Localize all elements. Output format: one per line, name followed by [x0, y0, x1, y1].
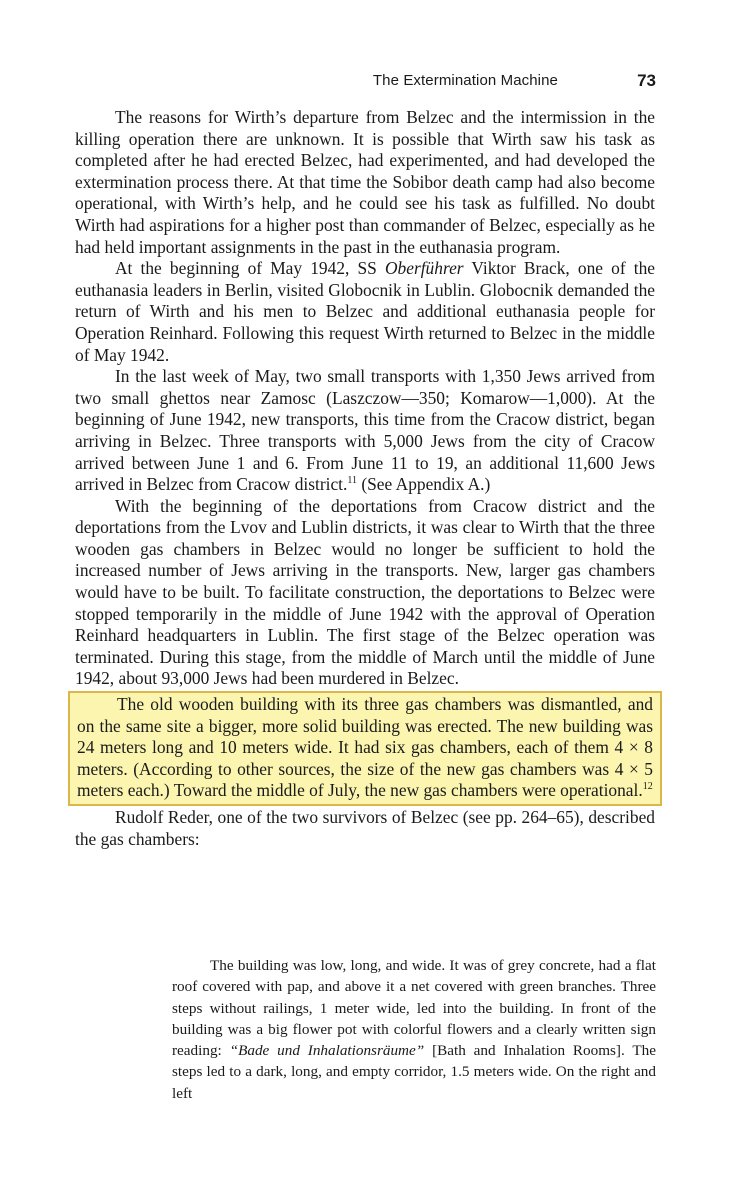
running-head — [330, 72, 656, 96]
footnote-marker: 11 — [347, 475, 357, 487]
italic-rank: Oberführer — [384, 258, 464, 279]
italic-sign-text: “Bade und Inhalationsräume” — [229, 1042, 425, 1060]
footnote-marker: 12 — [642, 781, 653, 793]
quote-text: [Bath and Inhalation Rooms]. The steps led to a dark, long, and empty corridor, 1.5 meters wide. On the right and left — [172, 1042, 656, 1102]
paragraph-wirth-departure — [75, 107, 655, 258]
page-number: 73 — [637, 71, 656, 90]
block-quote — [172, 955, 656, 1104]
paragraph-text: At the beginning of May 1942, SS — [115, 258, 385, 279]
paragraph-brack-visit — [75, 258, 655, 366]
paragraph-text: The reasons for Wirth’s departure from Belzec and the intermission in the killing operation there are unknown. It is possible that Wirth saw his task as completed after he had erected Belzec, had experimented, and had developed the extermination process there. At that time the Sobibor death camp had also become operational, with Wirth’s help, and he could see his task as fulfilled. No doubt Wirth had aspirations for a higher post than commander of Belzec, especially as he had held important assignments in the past in the euthanasia program. — [75, 107, 655, 257]
paragraph-reder — [75, 807, 655, 850]
paragraph-text: Viktor Brack, one of the euthanasia leaders in Berlin, visited Globocnik in Lublin. Globocnik demanded the return of Wirth and his men to Belzec and additional euthanasia people for Operation Reinhard. Following this request Wirth returned to Belzec in the middle of May 1942. — [75, 258, 655, 365]
body-text — [75, 107, 655, 850]
quote-text: The building was low, long, and wide. It was of grey concrete, had a flat roof covered with pap, and above it a net covered with green branches. Three steps without railings, 1 meter wide, led into the building. In front of the building was a big flower pot with colorful flowers and a clearly written sign reading: — [172, 957, 656, 1060]
paragraph-text: With the beginning of the deportations from Cracow district and the deportations from the Lvov and Lublin districts, it was clear to Wirth that the three wooden gas chambers in Belzec would no longer be sufficient to hold the increased number of Jews arriving in the transports. New, larger gas chambers would have to be built. To facilitate construction, the deportations to Belzec were stopped temporarily in the middle of June 1942 with the approval of Operation Reinhard headquarters in Lublin. The first stage of the Belzec operation was terminated. During this stage, from the middle of March until the middle of June 1942, about 93,000 Jews had been murdered in Belzec. — [75, 495, 655, 689]
paragraph-transports — [75, 366, 655, 496]
highlighted-paragraph — [68, 691, 662, 806]
paragraph-text: In the last week of May, two small transports with 1,350 Jews arrived from two small ghettos near Zamosc (Laszczow—350; Komarow—1,000). At the beginning of June 1942, new transports, this time from the Cracow district, began arriving in Belzec. Three transports with 5,000 Jews from the city of Cracow arrived between June 1 and 6. From June 11 to 19, an additional 11,600 Jews arrived in Belzec from Cracow district. — [75, 366, 655, 495]
paragraph-text: The old wooden building with its three gas chambers was dismantled, and on the same site a bigger, more solid building was erected. The new building was 24 meters long and 10 meters wide. It had six gas chambers, each of them 4 × 8 meters. (According to other sources, the size of the new gas chambers was 4 × 5 meters each.) Toward the middle of July, the new gas chambers were operational. — [77, 694, 653, 801]
paragraph-text: (See Appendix A.) — [357, 474, 491, 495]
running-title: The Extermination Machine — [372, 72, 558, 89]
paragraph-text: Rudolf Reder, one of the two survivors of Belzec (see pp. 264–65), described the gas chambers: — [75, 807, 655, 849]
paragraph-deportations — [75, 496, 655, 690]
